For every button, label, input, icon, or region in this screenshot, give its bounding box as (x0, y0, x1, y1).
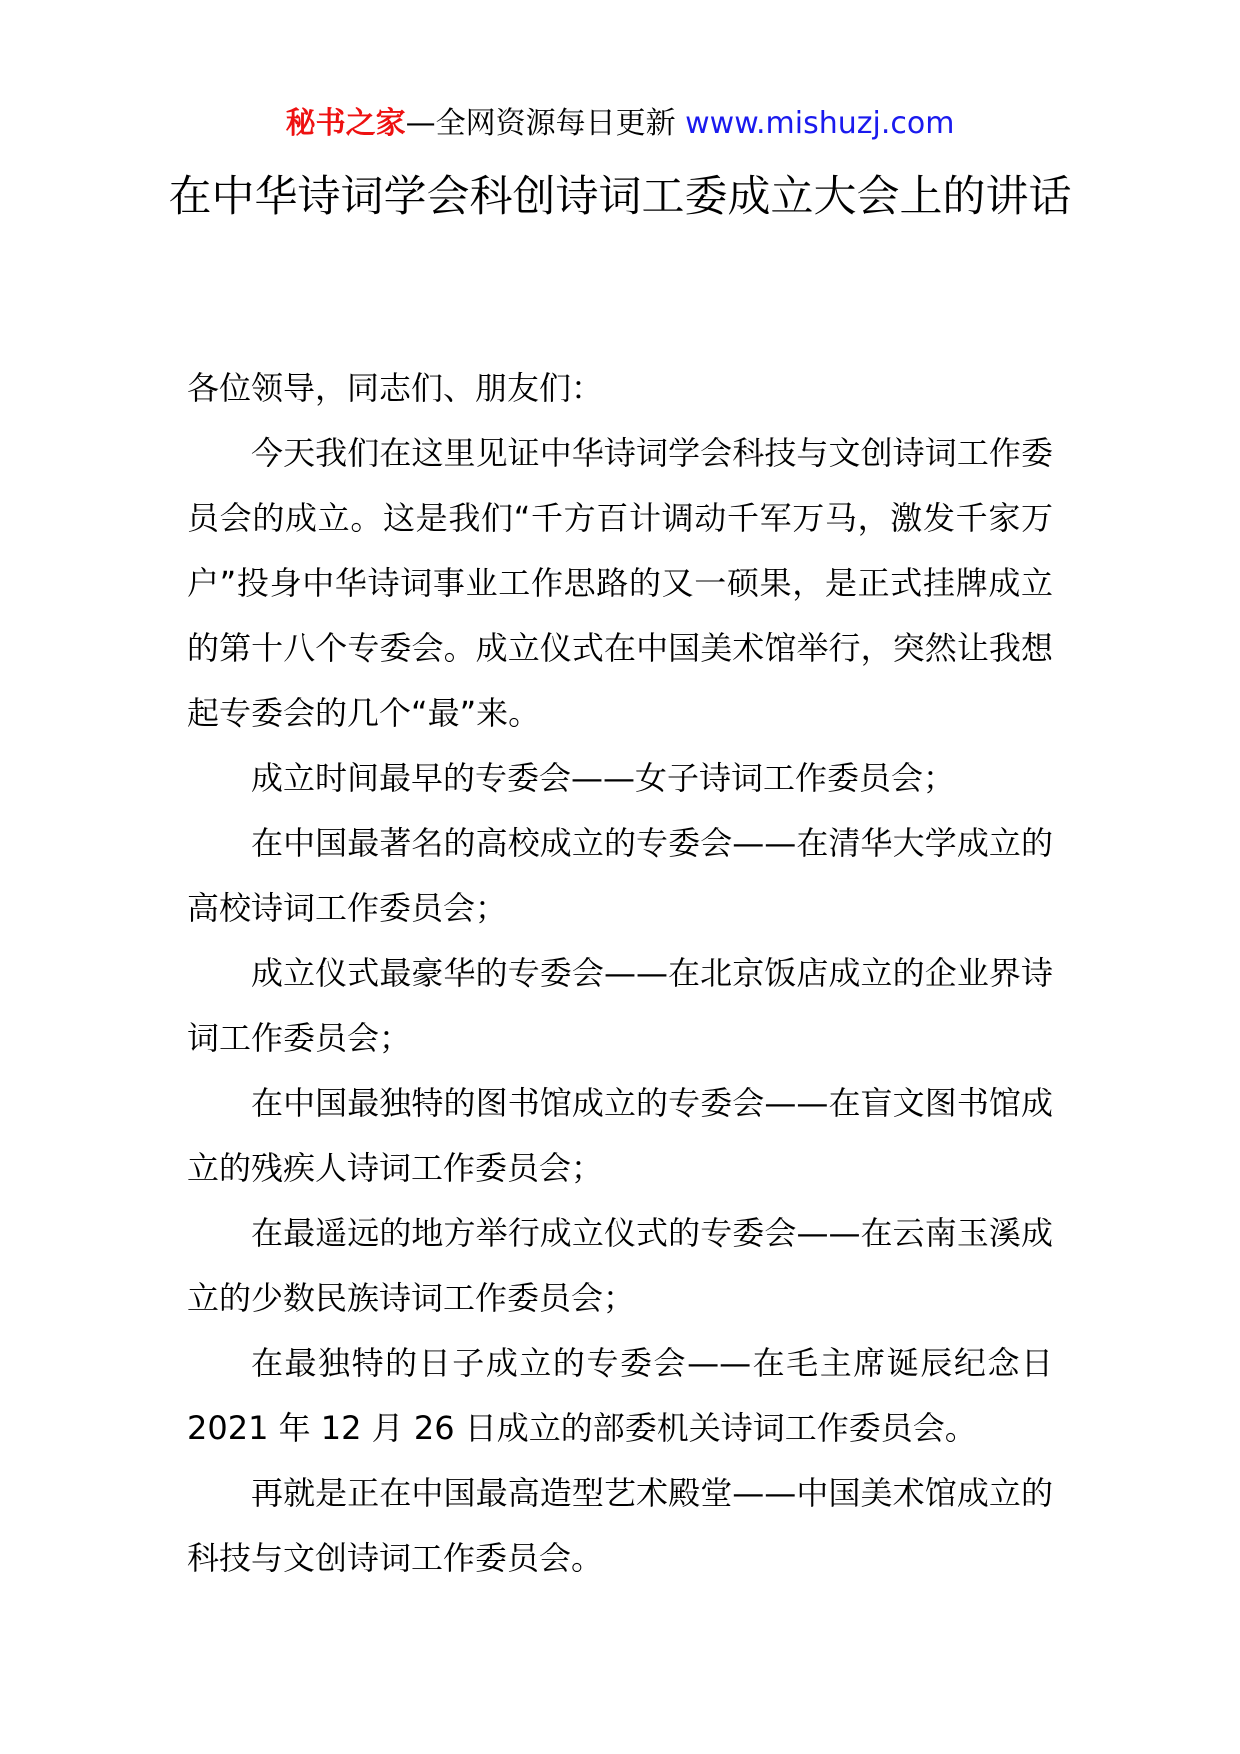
document-body (187, 356, 1053, 1591)
paragraph: 在最遥远的地方举行成立仪式的专委会——在云南玉溪成立的少数民族诗词工作委员会； (187, 1214, 1053, 1317)
paragraph: 成立仪式最豪华的专委会——在北京饭店成立的企业界诗词工作委员会； (187, 954, 1053, 1057)
paragraph: 再就是正在中国最高造型艺术殿堂——中国美术馆成立的科技与文创诗词工作委员会。 (187, 1474, 1053, 1577)
paragraph: 成立时间最早的专委会——女子诗词工作委员会； (251, 759, 956, 797)
site-url: www.mishuzj.com (685, 106, 955, 141)
site-header (0, 104, 1240, 144)
paragraph: 今天我们在这里见证中华诗词学会科技与文创诗词工作委员会的成立。这是我们“千方百计调动千军万马，激发千家万户”投身中华诗词事业工作思路的又一硕果，是正式挂牌成立的第十八个专委会。成立仪式在中国美术馆举行，突然让我想起专委会的几个“最”来。 (187, 434, 1053, 732)
document-title: 在中华诗词学会科创诗词工委成立大会上的讲话 (168, 172, 1072, 222)
paragraph: 在最独特的日子成立的专委会——在毛主席诞辰纪念日 2021 年 12 月 26 日成立的部委机关诗词工作委员会。 (187, 1344, 1053, 1447)
paragraph: 在中国最著名的高校成立的专委会——在清华大学成立的高校诗词工作委员会； (187, 824, 1053, 927)
paragraph: 在中国最独特的图书馆成立的专委会——在盲文图书馆成立的残疾人诗词工作委员会； (187, 1084, 1053, 1187)
header-tagline: —全网资源每日更新 (405, 106, 676, 141)
brand-name: 秘书之家 (285, 106, 406, 141)
salutation: 各位领导，同志们、朋友们： (187, 369, 604, 407)
